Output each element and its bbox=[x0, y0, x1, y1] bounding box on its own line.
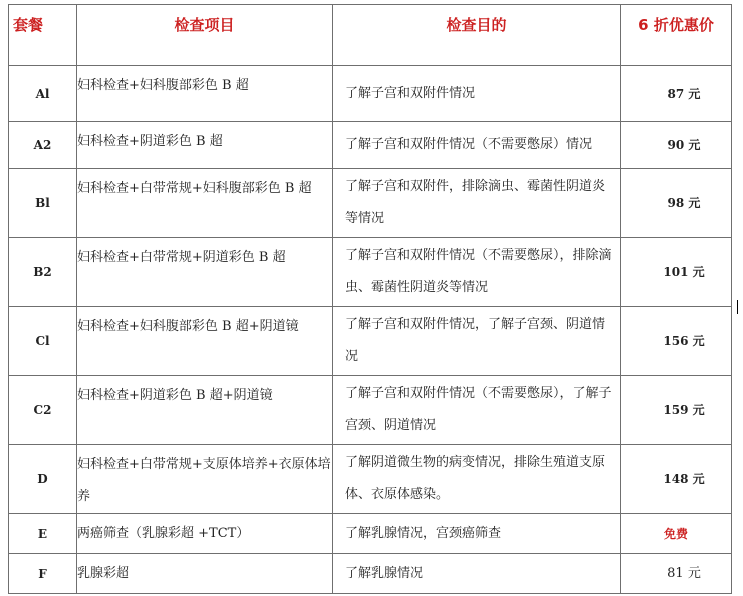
package-code: D bbox=[9, 445, 77, 514]
exam-purpose: 了解子宫和双附件，排除滴虫、霉菌性阴道炎等情况 bbox=[333, 169, 621, 238]
table-row bbox=[9, 122, 732, 169]
exam-items: 妇科检查+阴道彩色 B 超 bbox=[77, 122, 333, 169]
table-row bbox=[9, 376, 732, 445]
table-header-row bbox=[9, 5, 732, 66]
discount-price: 98 元 bbox=[621, 169, 732, 238]
package-code: A2 bbox=[9, 122, 77, 169]
discount-price: 81 元 bbox=[621, 554, 732, 594]
exam-purpose: 了解子宫和双附件情况（不需要憋尿），了解子宫颈、阴道情况 bbox=[333, 376, 621, 445]
package-code: B2 bbox=[9, 238, 77, 307]
table-row bbox=[9, 514, 732, 554]
discount-price: 90 元 bbox=[621, 122, 732, 169]
table-row bbox=[9, 554, 732, 594]
package-code: E bbox=[9, 514, 77, 554]
discount-price: 101 元 bbox=[621, 238, 732, 307]
discount-price: 156 元 bbox=[621, 307, 732, 376]
exam-items: 妇科检查+妇科腹部彩色 B 超 bbox=[77, 66, 333, 122]
table-row bbox=[9, 169, 732, 238]
package-code: Cl bbox=[9, 307, 77, 376]
exam-items: 两癌筛查（乳腺彩超 +TCT） bbox=[77, 514, 333, 554]
exam-items: 乳腺彩超 bbox=[77, 554, 333, 594]
package-code: C2 bbox=[9, 376, 77, 445]
table-row bbox=[9, 307, 732, 376]
discount-price: 159 元 bbox=[621, 376, 732, 445]
header-purpose: 检查目的 bbox=[333, 5, 621, 66]
exam-items: 妇科检查+白带常规+妇科腹部彩色 B 超 bbox=[77, 169, 333, 238]
text-cursor bbox=[737, 300, 738, 314]
exam-purpose: 了解阴道微生物的病变情况，排除生殖道支原体、衣原体感染。 bbox=[333, 445, 621, 514]
discount-price: 免费 bbox=[621, 514, 732, 554]
header-price: 6 折优惠价 bbox=[621, 5, 732, 66]
package-code: F bbox=[9, 554, 77, 594]
package-code: Al bbox=[9, 66, 77, 122]
header-items: 检查项目 bbox=[77, 5, 333, 66]
package-code: Bl bbox=[9, 169, 77, 238]
exam-purpose: 了解子宫和双附件情况（不需要憋尿），排除滴虫、霉菌性阴道炎等情况 bbox=[333, 238, 621, 307]
discount-price: 148 元 bbox=[621, 445, 732, 514]
table-row bbox=[9, 445, 732, 514]
table-row bbox=[9, 66, 732, 122]
exam-items: 妇科检查+妇科腹部彩色 B 超+阴道镜 bbox=[77, 307, 333, 376]
exam-items: 妇科检查+白带常规+阴道彩色 B 超 bbox=[77, 238, 333, 307]
exam-purpose: 了解乳腺情况 bbox=[333, 554, 621, 594]
exam-items: 妇科检查+白带常规+支原体培养+衣原体培养 bbox=[77, 445, 333, 514]
exam-purpose: 了解子宫和双附件情况，了解子宫颈、阴道情况 bbox=[333, 307, 621, 376]
header-package: 套餐 bbox=[9, 5, 77, 66]
exam-purpose: 了解乳腺情况，宫颈癌筛查 bbox=[333, 514, 621, 554]
package-price-table bbox=[8, 4, 732, 594]
exam-purpose: 了解子宫和双附件情况（不需要憋尿）情况 bbox=[333, 122, 621, 169]
exam-items: 妇科检查+阴道彩色 B 超+阴道镜 bbox=[77, 376, 333, 445]
table-row bbox=[9, 238, 732, 307]
discount-price: 87 元 bbox=[621, 66, 732, 122]
exam-purpose: 了解子宫和双附件情况 bbox=[333, 66, 621, 122]
